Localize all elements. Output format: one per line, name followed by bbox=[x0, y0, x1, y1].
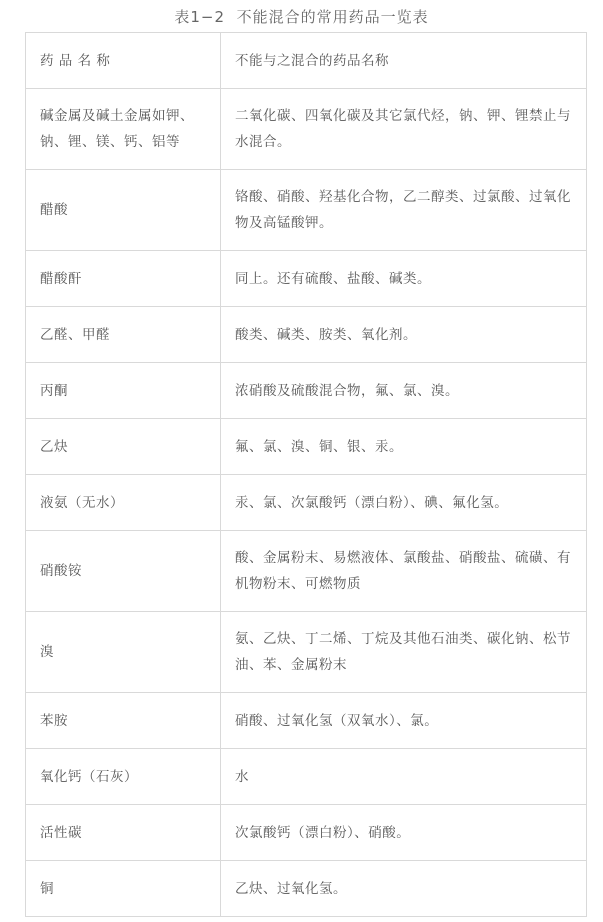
table-caption: 表1−2 不能混合的常用药品一览表 bbox=[174, 8, 429, 26]
incompatible-cell: 酸、金属粉末、易燃液体、氯酸盐、硝酸盐、硫磺、有机物粉末、可燃物质 bbox=[221, 531, 587, 612]
incompatible-cell: 同上。还有硫酸、盐酸、碱类。 bbox=[221, 251, 587, 307]
table-header-row bbox=[26, 33, 587, 89]
chemical-name-cell: 硝酸铵 bbox=[26, 531, 221, 612]
chemical-name-cell: 苯胺 bbox=[26, 693, 221, 749]
table-row bbox=[26, 170, 587, 251]
chemical-name-cell: 醋酸酐 bbox=[26, 251, 221, 307]
table-row bbox=[26, 251, 587, 307]
table-row bbox=[26, 89, 587, 170]
table-row bbox=[26, 805, 587, 861]
table-row bbox=[26, 363, 587, 419]
chemical-name-cell: 乙炔 bbox=[26, 419, 221, 475]
chemical-name-cell: 碱金属及碱土金属如钾、钠、锂、镁、钙、铝等 bbox=[26, 89, 221, 170]
incompatible-cell: 水 bbox=[221, 749, 587, 805]
table-row bbox=[26, 307, 587, 363]
table-row bbox=[26, 531, 587, 612]
chemical-name-cell: 铜 bbox=[26, 861, 221, 917]
incompatible-chemicals-table bbox=[25, 32, 587, 917]
table-row bbox=[26, 475, 587, 531]
table-row bbox=[26, 693, 587, 749]
incompatible-cell: 铬酸、硝酸、羟基化合物，乙二醇类、过氯酸、过氧化物及高锰酸钾。 bbox=[221, 170, 587, 251]
table-row bbox=[26, 612, 587, 693]
table-row bbox=[26, 749, 587, 805]
incompatible-cell: 硝酸、过氧化氢（双氧水）、氯。 bbox=[221, 693, 587, 749]
incompatible-cell: 次氯酸钙（漂白粉）、硝酸。 bbox=[221, 805, 587, 861]
chemical-name-cell: 氧化钙（石灰） bbox=[26, 749, 221, 805]
incompatible-cell: 汞、氯、次氯酸钙（漂白粉）、碘、氟化氢。 bbox=[221, 475, 587, 531]
incompatible-cell: 酸类、碱类、胺类、氧化剂。 bbox=[221, 307, 587, 363]
incompatible-cell: 氟、氯、溴、铜、银、汞。 bbox=[221, 419, 587, 475]
incompatible-cell: 乙炔、过氧化氢。 bbox=[221, 861, 587, 917]
chemical-name-cell: 溴 bbox=[26, 612, 221, 693]
incompatible-cell: 氨、乙炔、丁二烯、丁烷及其他石油类、碳化钠、松节油、苯、金属粉末 bbox=[221, 612, 587, 693]
chemical-name-cell: 醋酸 bbox=[26, 170, 221, 251]
table-row bbox=[26, 419, 587, 475]
table-row bbox=[26, 861, 587, 917]
chemical-name-cell: 活性碳 bbox=[26, 805, 221, 861]
header-chemical-name: 药 品 名 称 bbox=[26, 33, 221, 89]
incompatible-cell: 二氧化碳、四氧化碳及其它氯代烃，钠、钾、锂禁止与水混合。 bbox=[221, 89, 587, 170]
chemical-name-cell: 丙酮 bbox=[26, 363, 221, 419]
header-incompatible-chemicals: 不能与之混合的药品名称 bbox=[221, 33, 587, 89]
incompatible-cell: 浓硝酸及硫酸混合物，氟、氯、溴。 bbox=[221, 363, 587, 419]
chemical-name-cell: 液氨（无水） bbox=[26, 475, 221, 531]
chemical-name-cell: 乙醛、甲醛 bbox=[26, 307, 221, 363]
